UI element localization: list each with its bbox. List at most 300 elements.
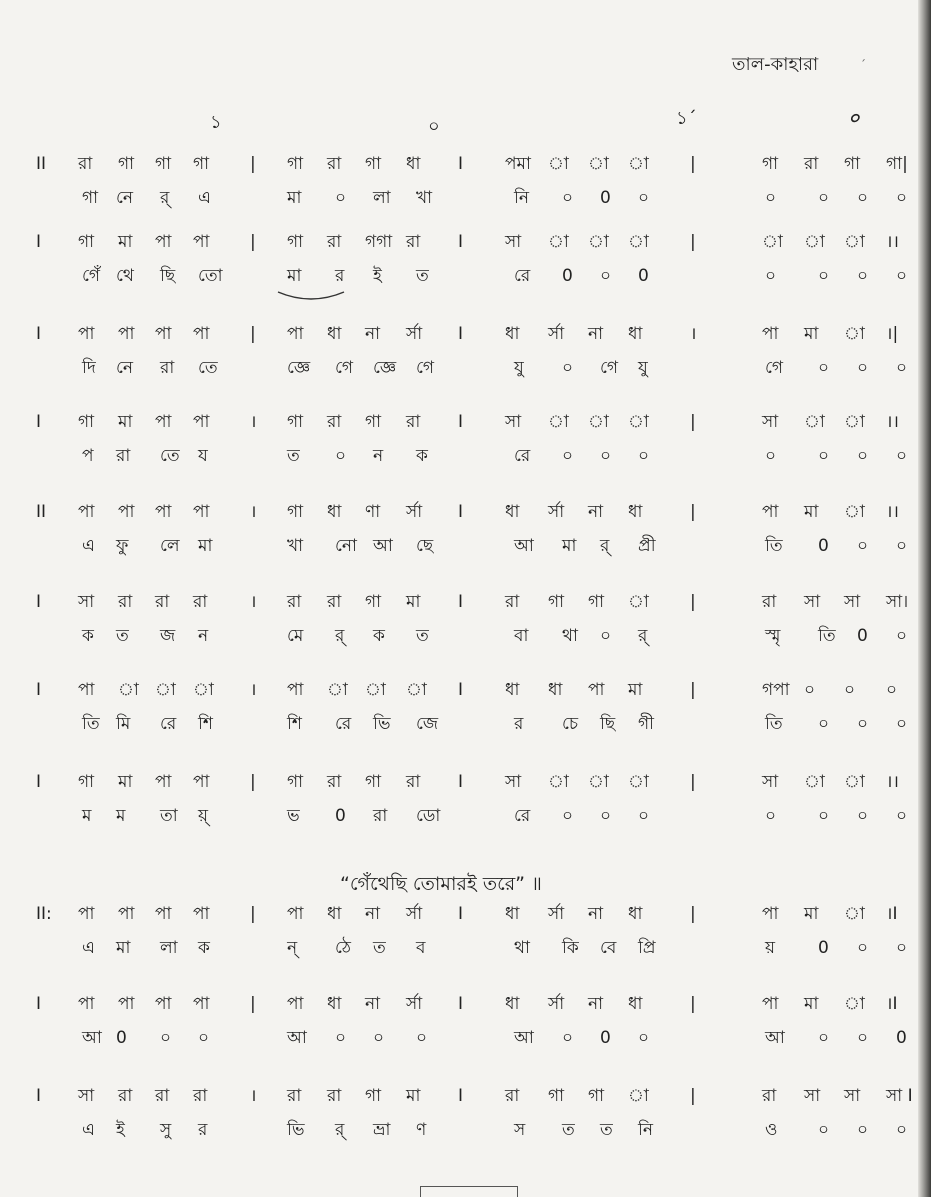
swara-note: র্সা [548,502,565,522]
swara-note: না [365,904,381,924]
swara-note: া [193,680,214,700]
lyric-syllable: য [198,446,208,466]
lyric-syllable: 0 [638,266,649,286]
swara-note: া [548,772,569,792]
lyric-syllable: ফু [116,536,129,556]
lyric-syllable: তো [198,266,223,286]
lyric-syllable: ০ [896,536,908,556]
swara-note: সা [78,1086,95,1106]
swara-note: পা [287,904,304,924]
swara-note: পা [78,324,95,344]
beat-separator: I [458,680,464,700]
row-start-barline: I [36,994,42,1014]
swara-note: া [804,232,825,252]
lyric-syllable: ০ [896,806,908,826]
beat-separator: | [690,772,696,792]
swara-note: গা [588,592,605,612]
lyric-syllable: কি [562,938,579,958]
swara-note: পা [155,412,172,432]
swara-note: পা [588,680,605,700]
swara-note: া [844,324,865,344]
swara-note: রা [193,592,208,612]
lyric-syllable: গে [765,358,784,378]
lyric-syllable: গেঁ [82,266,101,286]
swara-note: রা [78,154,93,174]
lyric-syllable: ০ [896,714,908,734]
lyric-syllable: ০ [335,188,347,208]
beat-marker-1: ১ [210,112,222,133]
swara-note: রা [762,592,777,612]
swara-note: রা [327,772,342,792]
swara-note: সা [78,592,95,612]
lyric-syllable: এ [198,188,211,208]
lyric-syllable: ভি [373,714,391,734]
lyric-syllable: রা [160,358,175,378]
lyric-syllable: ০ [857,1028,869,1048]
swara-note: গা [287,232,304,252]
notation-row [0,228,931,308]
swara-note: পা [155,502,172,522]
swara-note: া [327,680,348,700]
swara-note: গা [548,1086,565,1106]
beat-separator: | [690,680,696,700]
lyric-syllable: তি [765,536,783,556]
notation-row [0,676,931,756]
swara-note: রা [287,592,302,612]
lyric-syllable: ক [82,626,94,646]
swara-note: পা [155,232,172,252]
lyric-syllable: নে [116,188,134,208]
lyric-syllable: ০ [857,1120,869,1140]
lyric-syllable: য় [765,938,776,958]
lyric-syllable: ০ [818,1028,830,1048]
lyric-syllable: জ্ঞে [373,358,397,378]
beat-separator: I [458,154,464,174]
swara-note: া [588,232,609,252]
swara-note: গা [118,154,135,174]
swara-note: না [365,994,381,1014]
swara-note: সা। [886,592,909,612]
swara-note: না [365,324,381,344]
lyric-syllable: আ [514,536,534,556]
lyric-syllable: 0 [896,1028,907,1048]
swara-note: সা [844,1086,861,1106]
lyric-syllable: 0 [600,1028,611,1048]
lyric-syllable: ত [116,626,129,646]
swara-note: পা [78,994,95,1014]
swara-note: া [548,154,569,174]
lyric-syllable: থা [562,626,578,646]
lyric-syllable: খা [287,536,304,556]
lyric-syllable: মা [287,266,302,286]
lyric-syllable: ছি [600,714,616,734]
swara-note: রা [193,1086,208,1106]
lyric-syllable: ভি [287,1120,305,1140]
swara-note: া [628,1086,649,1106]
lyric-syllable: লা [160,938,178,958]
lyric-syllable: র্ [335,626,345,646]
lyric-syllable: ০ [896,266,908,286]
row-start-barline: I [36,1086,42,1106]
beat-separator: I [458,232,464,252]
lyric-syllable: তে [198,358,218,378]
lyric-syllable: ক [198,938,210,958]
swara-note: পা [193,324,210,344]
lyric-syllable: ই [116,1120,125,1140]
swara-note: ধা [628,502,643,522]
swara-note: পা [155,994,172,1014]
beat-marker-2: ০ [428,116,440,137]
swara-note: রা [118,592,133,612]
lyric-syllable: ত [600,1120,613,1140]
swara-note: না [588,994,604,1014]
swara-note: রা [327,232,342,252]
lyric-syllable: ০ [638,806,650,826]
beat-separator: I [458,904,464,924]
lyric-syllable: ০ [600,626,612,646]
swara-note: রা [287,1086,302,1106]
swara-note: া [588,772,609,792]
swara-note: সা [505,772,522,792]
swara-note: মা [118,412,133,432]
lyric-syllable: ০ [857,446,869,466]
lyric-syllable: ম [116,806,126,826]
page-number-bracket [420,1186,518,1197]
beat-separator: । [250,412,257,432]
swara-note: পমা [505,154,531,174]
lyric-syllable: থে [116,266,134,286]
lyric-syllable: আ [765,1028,785,1048]
swara-note: রা [327,592,342,612]
lyric-syllable: ০ [818,714,830,734]
lyric-syllable: প্রি [638,938,656,958]
lyric-syllable: ০ [857,188,869,208]
swara-note: গা [78,412,95,432]
lyric-syllable: লা [373,188,391,208]
beat-separator: | [250,324,256,344]
swara-note: মা [118,772,133,792]
swara-note: া [406,680,427,700]
lyric-syllable: ০ [160,1028,172,1048]
swara-note: া [844,994,865,1014]
swara-note: া [365,680,386,700]
lyric-syllable: ণ [416,1120,427,1140]
beat-separator: | [690,994,696,1014]
swara-note: পা [118,324,135,344]
lyric-syllable: গে [600,358,619,378]
row-start-barline: II [36,502,47,522]
lyric-syllable: ০ [638,1028,650,1048]
lyric-syllable: র [514,714,524,734]
lyric-syllable: 0 [818,536,829,556]
lyric-syllable: র্ [638,626,648,646]
beat-separator: । [690,324,697,344]
lyric-syllable: ০ [896,1120,908,1140]
row-start-barline: I [36,324,42,344]
notation-row [0,1082,931,1162]
lyric-syllable: ত [287,446,300,466]
swara-note: রা [804,154,819,174]
lyric-syllable: রে [514,266,531,286]
lyric-syllable: মা [562,536,577,556]
swara-note: া [844,772,865,792]
swara-note: ধা [505,324,520,344]
swara-note: র্সা [548,994,565,1014]
lyric-syllable: ত [416,626,429,646]
swara-note: পা [193,232,210,252]
lyric-syllable: ০ [857,714,869,734]
swara-note: মা [406,592,421,612]
swara-note: গা [365,592,382,612]
beat-separator: I [458,412,464,432]
swara-note: া [548,412,569,432]
beat-marker-3: ১´ [676,108,697,129]
lyric-syllable: ০ [765,266,777,286]
lyric-syllable: ০ [562,1028,574,1048]
lyric-syllable: র্ [335,1120,345,1140]
swara-note: রা [327,154,342,174]
swara-note: মা [406,1086,421,1106]
lyric-syllable: ঠে [335,938,351,958]
swara-note: ধা [628,324,643,344]
lyric-syllable: ভ [287,806,300,826]
swara-note: গা [78,772,95,792]
notation-row [0,588,931,668]
swara-note: ।| [886,324,899,344]
swara-note: া [628,412,649,432]
lyric-syllable: 0 [818,938,829,958]
lyric-syllable: আ [373,536,393,556]
lyric-syllable: ০ [638,446,650,466]
row-start-barline: I [36,680,42,700]
lyric-syllable: ক [373,626,385,646]
lyric-syllable: ০ [896,188,908,208]
notation-row [0,990,931,1070]
swara-note: পা [118,502,135,522]
swara-note: র্সা [406,502,423,522]
swara-note: ০ [844,680,856,700]
beat-separator: I [458,324,464,344]
swara-note: গা [548,592,565,612]
swara-note: মা [118,232,133,252]
lyric-syllable: দি [82,358,96,378]
swara-note: রা [406,412,421,432]
lyric-syllable: র্ [160,188,170,208]
beat-separator: | [250,154,256,174]
swara-note: পা [287,680,304,700]
swara-note: মা [628,680,643,700]
lyric-syllable: ০ [335,1028,347,1048]
swara-note: ।। [886,772,899,792]
swara-note: ।। [886,502,899,522]
swara-note: র্সা [548,904,565,924]
swara-note: র্সা [406,994,423,1014]
lyric-syllable: রে [514,806,531,826]
swara-note: রা [118,1086,133,1106]
swara-note: সা [762,772,779,792]
lyric-syllable: মা [116,938,131,958]
swara-note: গা [287,772,304,792]
lyric-syllable: স্মৃ [765,626,781,646]
lyric-syllable: যু [638,358,648,378]
swara-note: রা [327,412,342,432]
lyric-syllable: নে [116,358,134,378]
lyric-syllable: ০ [335,446,347,466]
beat-separator: | [690,1086,696,1106]
swara-note: া [588,154,609,174]
beat-separator: | [250,994,256,1014]
lyric-syllable: চে [562,714,579,734]
swara-note: পা [762,994,779,1014]
swara-note: পা [193,412,210,432]
lyric-syllable: ০ [765,806,777,826]
swara-note: গা [365,154,382,174]
swara-note: ধা [548,680,563,700]
swara-note: া [844,232,865,252]
swara-note: া [628,592,649,612]
heading-mark: ´ [860,58,866,72]
swara-note: মা [804,904,819,924]
lyric-syllable: র [198,1120,208,1140]
swara-note: ধা [406,154,421,174]
swara-note: পা [762,904,779,924]
lyric-syllable: ০ [600,446,612,466]
lyric-syllable: ০ [857,266,869,286]
lyric-syllable: গে [335,358,354,378]
lyric-syllable: ভ্রা [373,1120,391,1140]
swara-note: সা [762,412,779,432]
lyric-syllable: ০ [765,446,777,466]
swara-note: সা I [886,1086,913,1106]
refrain-line: “গেঁথেছি তোমারই তরে” ॥ [340,873,542,895]
lyric-syllable: এ [82,536,95,556]
swara-note: রা [155,1086,170,1106]
notation-row [0,768,931,848]
lyric-syllable: স [514,1120,526,1140]
row-start-barline: II [36,154,47,174]
lyric-syllable: ০ [857,358,869,378]
swara-note: গা [365,772,382,792]
lyric-syllable: তি [765,714,783,734]
lyric-syllable: বা [514,626,529,646]
swara-note: সা [804,592,821,612]
lyric-syllable: য়্ [198,806,209,826]
beat-separator: । [250,502,257,522]
swara-note: গা [193,154,210,174]
swara-note: মা [804,324,819,344]
lyric-syllable: 0 [116,1028,127,1048]
swara-note: র্সা [548,324,565,344]
swara-note: গা [287,154,304,174]
lyric-syllable: রে [514,446,531,466]
swara-note: া [762,232,783,252]
swara-note: ধা [628,904,643,924]
lyric-syllable: ০ [562,358,574,378]
swara-note: সা [844,592,861,612]
swara-note: ।। [886,412,899,432]
swara-note: পা [193,502,210,522]
notation-row [0,320,931,400]
swara-note: ধা [505,994,520,1014]
lyric-syllable: গী [638,714,655,734]
beat-separator: | [690,412,696,432]
lyric-syllable: রা [373,806,388,826]
lyric-syllable: ০ [765,188,777,208]
beat-separator: | [250,904,256,924]
lyric-syllable: জে [416,714,439,734]
swara-note: পা [287,994,304,1014]
swara-note: রা [762,1086,777,1106]
swara-note: পা [78,502,95,522]
lyric-syllable: তা [160,806,178,826]
lyric-syllable: ০ [562,806,574,826]
lyric-syllable: ০ [896,446,908,466]
swara-note: না [588,904,604,924]
lyric-syllable: মা [198,536,213,556]
tala-heading: তাল-কাহারা [732,54,819,75]
lyric-syllable: ০ [818,266,830,286]
lyric-syllable: এ [82,1120,95,1140]
lyric-syllable: 0 [600,188,611,208]
lyric-syllable: ০ [562,188,574,208]
lyric-syllable: ০ [600,806,612,826]
lyric-syllable: ০ [818,188,830,208]
swara-note: া [118,680,139,700]
swara-note: া [844,904,865,924]
lyric-syllable: ০ [857,938,869,958]
lyric-syllable: রে [335,714,352,734]
beat-separator: | [250,772,256,792]
lyric-syllable: মে [287,626,304,646]
lyric-syllable: প্রী [638,536,656,556]
lyric-syllable: গা [82,188,99,208]
swara-note: পা [193,772,210,792]
swara-note: ধা [505,502,520,522]
swara-note: পা [78,680,95,700]
lyric-syllable: তি [82,714,100,734]
swara-note: ।I [886,994,898,1014]
swara-note: া [588,412,609,432]
swara-note: সা [505,412,522,432]
lyric-syllable: ০ [896,938,908,958]
notation-row [0,498,931,578]
swara-note: রা [505,1086,520,1106]
lyric-syllable: ছে [416,536,434,556]
lyric-syllable: রে [160,714,177,734]
swara-note: া [804,412,825,432]
beat-separator: I [458,1086,464,1106]
lyric-syllable: শি [287,714,302,734]
lyric-syllable: নো [335,536,357,556]
lyric-syllable: র্ [600,536,610,556]
swara-note: া [628,232,649,252]
beat-separator: । [250,592,257,612]
lyric-syllable: তি [818,626,836,646]
swara-note: া [628,772,649,792]
swara-note: ।। [886,232,899,252]
beat-separator: | [690,904,696,924]
slur-mark [276,288,346,308]
lyric-syllable: থা [514,938,530,958]
swara-note: সা [804,1086,821,1106]
swara-note: গা [78,232,95,252]
lyric-syllable: ছি [160,266,176,286]
lyric-syllable: আ [514,1028,534,1048]
lyric-syllable: এ [82,938,95,958]
lyric-syllable: ০ [198,1028,210,1048]
swara-note: গা [287,412,304,432]
lyric-syllable: ০ [373,1028,385,1048]
